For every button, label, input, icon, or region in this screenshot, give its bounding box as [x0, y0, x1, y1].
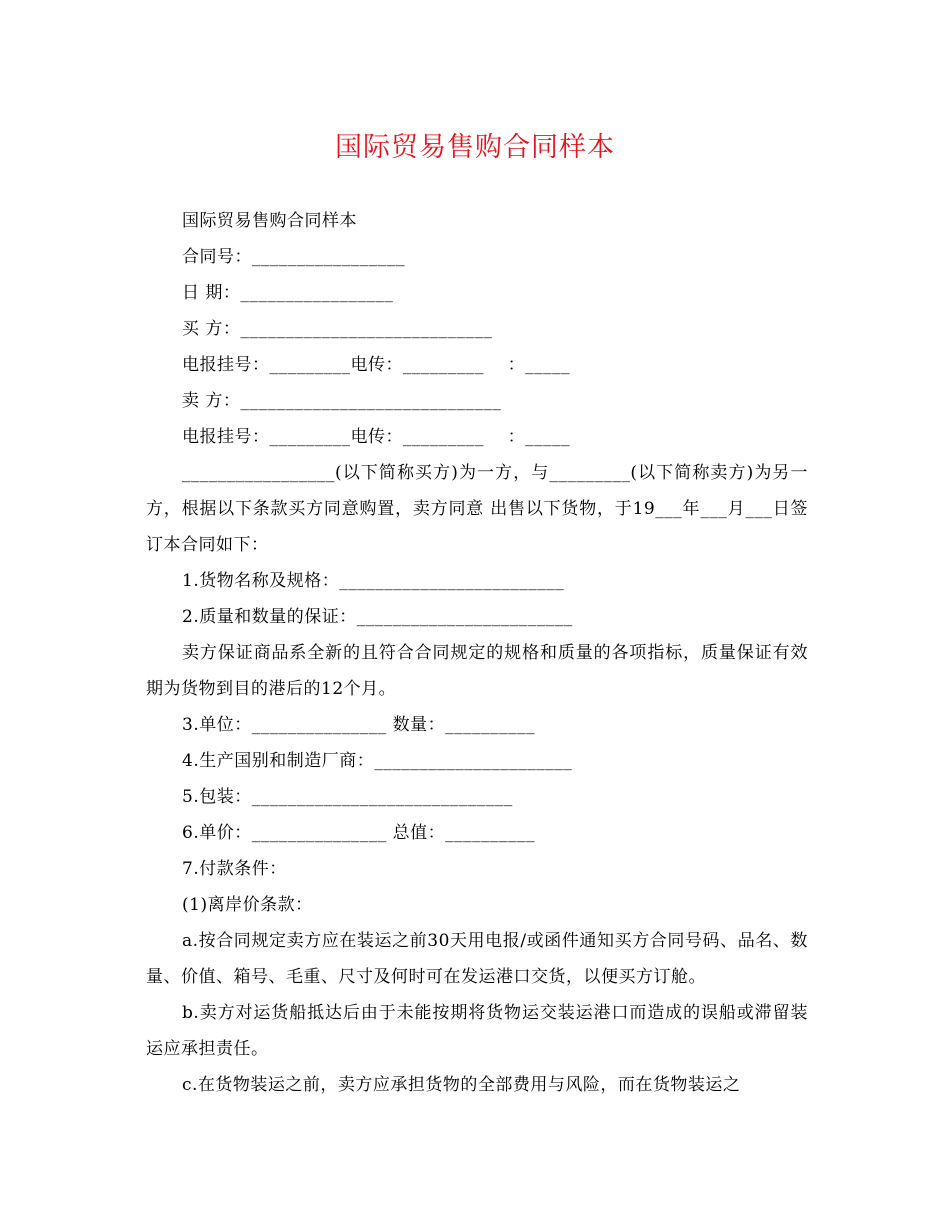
clause-payment-terms: 7.付款条件： [182, 859, 287, 879]
clause-origin-manufacturer: 4.生产国别和制造厂商：______________________ [182, 751, 573, 771]
buyer-line: 买 方：____________________________ [182, 319, 493, 339]
fob-clause-a: a.按合同规定卖方应在装运之前30天用电报/或函件通知买方合同号码、品名、数量、价值、箱号、毛重、尺寸及何时可在发运港口交货，以便买方订舱。 [146, 931, 808, 987]
document-title: 国际贸易售购合同样本 [335, 132, 615, 163]
fob-clause-b: b.卖方对运货船抵达后由于未能按期将货物运交装运港口而造成的误船或滞留装运应承担责任。 [146, 1003, 808, 1059]
clause-fob-terms: (1)离岸价条款： [182, 895, 313, 915]
clause-goods-name: 1.货物名称及规格：_________________________ [182, 571, 565, 591]
clause-unit-quantity: 3.单位：_______________ 数量：__________ [182, 715, 536, 735]
clause-quality-quantity: 2.质量和数量的保证：________________________ [182, 607, 573, 627]
fob-clause-c: c.在货物装运之前，卖方应承担货物的全部费用与风险，而在货物装运之 [182, 1075, 741, 1095]
intro-paragraph: _________________(以下简称买方)为一方，与_________(以下简称卖方)为另一方，根据以下条款买方同意购置，卖方同意 出售以下货物，于19___年___月___日签订本合同如下： [146, 463, 808, 555]
document-body [146, 203, 808, 1103]
seller-line: 卖 方：_____________________________ [182, 391, 502, 411]
date-line: 日 期：_________________ [182, 283, 394, 303]
subtitle-line: 国际贸易售购合同样本 [182, 211, 357, 231]
seller-telegraph-line: 电报挂号：_________电传：_________ ：_____ [182, 427, 571, 447]
buyer-telegraph-line: 电报挂号：_________电传：_________ ：_____ [182, 355, 571, 375]
clause-price-total: 6.单价：_______________ 总值：__________ [182, 823, 536, 843]
clause-packing: 5.包装：_____________________________ [182, 787, 513, 807]
contract-number-line: 合同号：_________________ [182, 247, 405, 267]
quality-guarantee-paragraph: 卖方保证商品系全新的且符合合同规定的规格和质量的各项指标，质量保证有效期为货物到目的港后的12个月。 [146, 643, 808, 699]
